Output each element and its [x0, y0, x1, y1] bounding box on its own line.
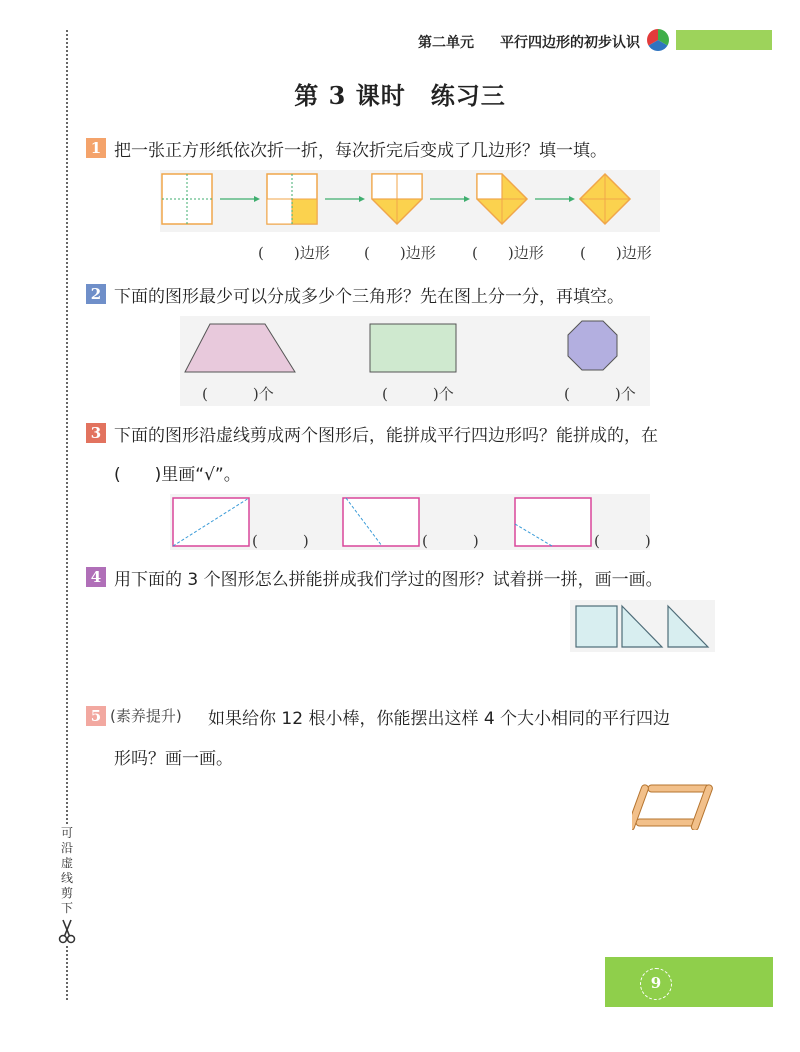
q1-blank-3[interactable]: ( )边形 — [472, 244, 544, 262]
q3-blank-3[interactable]: ( ) — [594, 532, 651, 550]
question-3-text-line2: ( )里画“√”。 — [114, 465, 241, 485]
question-3-text-line1: 下面的图形沿虚线剪成两个图形后，能拼成平行四边形吗？能拼成的，在 — [114, 426, 658, 446]
unit-label: 第二单元 — [418, 35, 474, 51]
unit-title: 平行四边形的初步认识 — [500, 35, 640, 51]
scissors-icon — [58, 918, 76, 944]
page-header — [380, 28, 780, 54]
q1-blank-1[interactable]: ( )边形 — [258, 244, 330, 262]
q3-blank-2[interactable]: ( ) — [422, 532, 479, 550]
header-accent-bar — [676, 30, 772, 50]
rectangle-shape — [370, 324, 456, 372]
page-number: 9 — [640, 968, 672, 1000]
q2-blank-2[interactable]: ( )个 — [382, 385, 454, 403]
octagon-shape — [568, 321, 617, 370]
question-2-text: 下面的图形最少可以分成多少个三角形？先在图上分一分，再填空。 — [114, 287, 624, 307]
q1-blank-2[interactable]: ( )边形 — [364, 244, 436, 262]
q3-blank-1[interactable]: ( ) — [252, 532, 309, 550]
question-5-number: 5 — [86, 706, 106, 726]
q1-blank-4[interactable]: ( )边形 — [580, 244, 652, 262]
question-5-tag: (素养提升) — [110, 707, 182, 725]
lesson-title: 第 3 课时 练习三 — [294, 81, 506, 110]
question-4-number: 4 — [86, 567, 106, 587]
question-5-text-line2: 形吗？画一画。 — [114, 749, 233, 769]
question-2-number: 2 — [86, 284, 106, 304]
question-1-number: 1 — [86, 138, 106, 158]
question-3-number: 3 — [86, 423, 106, 443]
question-1-text: 把一张正方形纸依次折一折，每次折完后变成了几边形？填一填。 — [114, 141, 607, 161]
q2-blank-1[interactable]: ( )个 — [202, 385, 274, 403]
question-5-text-line1: 如果给你 12 根小棒，你能摆出这样 4 个大小相同的平行四边 — [208, 709, 671, 729]
color-wheel-icon — [646, 28, 670, 52]
question-4-text: 用下面的 3 个图形怎么拼能拼成我们学过的图形？试着拼一拼，画一画。 — [114, 570, 663, 590]
folding-sequence-figure — [160, 170, 660, 232]
q3-rectangles-figure — [170, 494, 650, 550]
stick-parallelogram-figure — [632, 782, 714, 830]
footer-accent-bar — [605, 957, 773, 1007]
cut-instruction: 可沿虚线剪下 — [57, 826, 77, 916]
q4-pieces-figure — [570, 600, 715, 652]
q2-blank-3[interactable]: ( )个 — [564, 385, 636, 403]
